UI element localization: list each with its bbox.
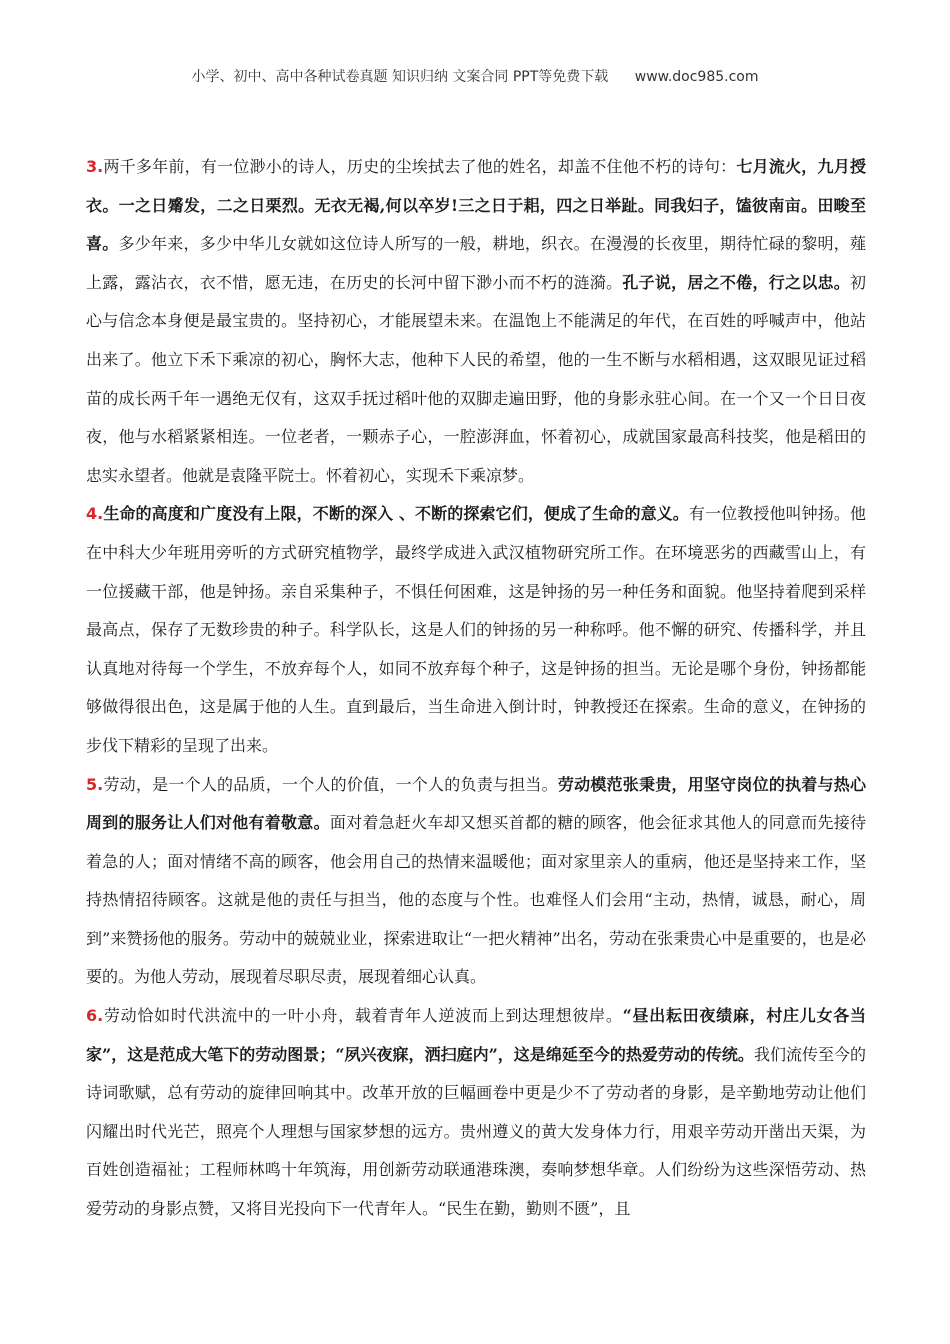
text-segment: 有一位教授他叫钟扬。他在中科大少年班用旁听的方式研究植物学，最终学成进入武汉植物研究所工作。在环境恶劣的西藏雪山上，有一位援藏干部，他是钟扬。亲自采集种子，不惧任何困难，这是钟扬的另一种任务和面貌。他坚持着爬到采样最高点，保存了无数珍贵的种子。科学队长，这是人们的钟扬的另一种称呼。他不懈的研究、传播科学，并且认真地对待每一个学生，不放弃每个人，如同不放弃每个种子，这是钟扬的担当。无论是哪个身份，钟扬都能够做得很出色，这是属于他的人生。直到最后，当生命进入倒计时，钟教授还在探索。生命的意义，在钟扬的步伐下精彩的呈现了出来。 (86, 504, 866, 755)
text-segment: 两千多年前，有一位渺小的诗人，历史的尘埃拭去了他的姓名，却盖不住他不朽的诗句： (103, 157, 737, 176)
bold-text-segment: “昼出耘田夜绩麻，村庄儿女各当家”，这是范成大笔下的劳动图景；“夙兴夜寐，洒扫庭内”，这是绵延至今的热爱劳动的传统。 (86, 1006, 866, 1064)
header-text: 小学、初中、高中各种试卷真题 知识归纳 文案合同 PPT等免费下载 (191, 69, 609, 85)
paragraph-number: 6. (86, 1006, 104, 1026)
text-segment: 我们流传至今的诗词歌赋，总有劳动的旋律回响其中。改革开放的巨幅画卷中更是少不了劳动者的身影，是辛勤地劳动让他们闪耀出时代光芒，照亮个人理想与国家梦想的远方。贵州遵义的黄大发身体力行，用艰辛劳动开凿出天渠，为百姓创造福祉；工程师林鸣十年筑海，用创新劳动联通港珠澳，奏响梦想华章。人们纷纷为这些深悟劳动、热爱劳动的身影点赞，又将目光投向下一代青年人。“民生在勤，勤则不匮”，且 (86, 1044, 866, 1219)
paragraph-4 (86, 495, 866, 765)
paragraph-6 (86, 997, 866, 1229)
text-segment: 面对着急赶火车却又想买首都的糖的顾客，他会征求其他人的同意而先接待着急的人；面对情绪不高的顾客，他会用自己的热情来温暖他；面对家里亲人的重病，他还是坚持来工作，坚持热情招待顾客。这就是他的责任与担当，他的态度与个性。也难怪人们会用“主动，热情，诚恳，耐心，周到”来赞扬他的服务。劳动中的兢兢业业，探索进取让“一把火精神”出名，劳动在张秉贵心中是重要的，也是必要的。为他人劳动，展现着尽职尽责，展现着细心认真。 (86, 813, 866, 987)
paragraph-3 (86, 148, 866, 495)
paragraph-number: 4. (86, 504, 104, 524)
header-url: www.doc985.com (634, 69, 759, 85)
bold-text-segment: 劳动模范张秉贵，用坚守岗位的执着与热心周到的服务让人们对他有着敬意。 (86, 774, 866, 833)
paragraph-5 (86, 766, 866, 998)
text-segment: 劳动，是一个人的品质，一个人的价值，一个人的负责与担当。 (103, 774, 558, 794)
document-body (86, 148, 866, 1229)
text-segment: 多少年来，多少中华儿女就如这位诗人所写的一般，耕地，织衣。在漫漫的长夜里，期待忙碌的黎明，薤上露，露沾衣，衣不惜，愿无违，在历史的长河中留下渺小而不朽的涟漪。 (86, 234, 866, 292)
paragraph-number: 5. (86, 774, 104, 794)
bold-text-segment: 生命的高度和广度没有上限，不断的深入 、不断的探索它们，便成了生命的意义。 (103, 504, 689, 524)
page-header (0, 66, 950, 86)
paragraph-number: 3. (86, 157, 104, 176)
text-segment: 劳动恰如时代洪流中的一叶小舟，载着青年人逆波而上到达理想彼岸。 (103, 1006, 623, 1026)
text-segment: 初心与信念本身便是最宝贵的。坚持初心，才能展望未来。在温饱上不能满足的年代，在百姓的呼喊声中，他站出来了。他立下禾下乘凉的初心，胸怀大志，他种下人民的希望，他的一生不断与水稻相遇，这双眼见证过稻苗的成长两千年一遇绝无仅有，这双手抚过稻叶他的双脚走遍田野，他的身影永驻心间。在一个又一个日日夜夜，他与水稻紧紧相连。一位老者，一颗赤子心，一腔澎湃血，怀着初心，成就国家最高科技奖，他是稻田的忠实永望者。他就是袁隆平院士。怀着初心，实现禾下乘凉梦。 (86, 272, 866, 485)
bold-text-segment: 七月流火，九月授衣。一之日觱发，二之日栗烈。无衣无褐,何以卒岁!三之日于耜，四之日举趾。同我妇子，馌彼南亩。田畯至喜。 (86, 157, 866, 254)
bold-text-segment: 孔子说，居之不倦，行之以忠。 (622, 272, 850, 292)
